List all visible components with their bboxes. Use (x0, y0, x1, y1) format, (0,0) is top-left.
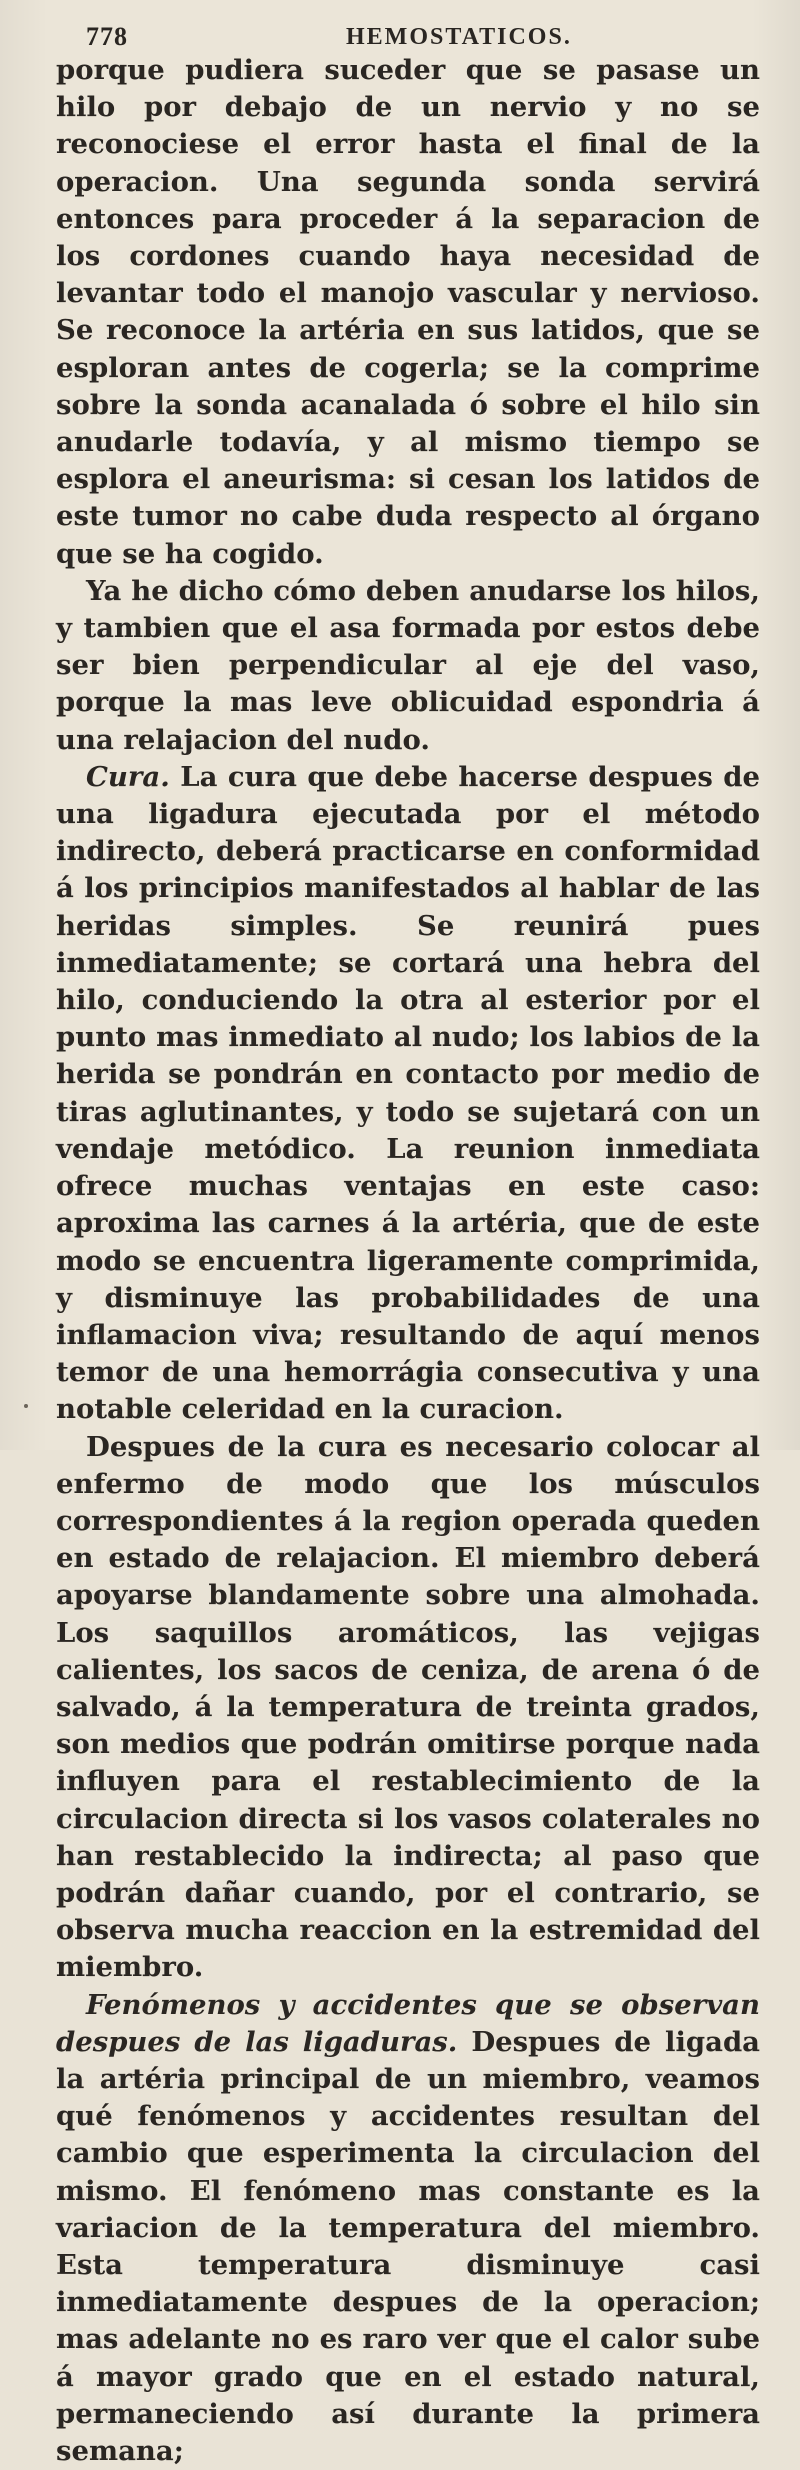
paper-speck (24, 1404, 28, 1408)
running-head (56, 8, 760, 52)
paragraph-1-text: porque pudiera suceder que se pasase un hilo por debajo de un nervio y no se reconociese el error hasta el final de la operacion. Una segunda sonda servirá entonces para proceder á la separacion de los cordones cuando haya necesidad de levantar todo el manojo vascular y nervioso. Se reconoce la artéria en sus latidos, que se esploran antes de cogerla; se la comprime sobre la sonda acanalada ó sobre el hilo sin anudarle todavía, y al mismo tiempo se esplora el aneurisma: si cesan los latidos de este tumor no cabe duda respecto al órgano que se ha cogido. (56, 54, 760, 570)
paragraph-4 (56, 1429, 760, 1987)
section-heading-cura: Cura. (86, 760, 170, 793)
paragraph-3-text: La cura que debe hacerse despues de una ligadura ejecutada por el método indirecto, deberá practicarse en conformidad á los principios manifestados al hablar de las heridas simples. Se reunirá pues inmediatamente; se cortará una hebra del hilo, conduciendo la otra al esterior por el punto mas inmediato al nudo; los labios de la herida se pondrán en contacto por medio de tiras aglutinantes, y todo se sujetará con un vendaje metódico. La reunion inmediata ofrece muchas ventajas en este caso: aproxima las carnes á la artéria, que de este modo se encuentra ligeramente comprimida, y disminuye las probabilidades de una inflamacion viva; resultando de aquí menos temor de una hemorrágia consecutiva y una notable celeridad en la curacion. (56, 760, 761, 1426)
running-title: HEMOSTATICOS. (346, 24, 572, 50)
page-number: 778 (86, 22, 128, 51)
paragraph-2-text: Ya he dicho cómo deben anudarse los hilos, y tambien que el asa formada por estos debe ser bien perpendicular al eje del vaso, porque la mas leve oblicuidad espondria á una relajacion del nudo. (56, 574, 760, 756)
body-text (56, 52, 760, 2470)
section-heading-fenomenos: Fenómenos y accidentes que se observan despues de las ligaduras. (56, 1988, 760, 2058)
paragraph-5 (56, 1987, 760, 2470)
paragraph-2 (56, 573, 760, 759)
paragraph-3 (56, 759, 760, 1429)
paragraph-1 (56, 52, 760, 573)
paragraph-4-text: Despues de la cura es necesario colocar al enfermo de modo que los músculos correspondientes á la region operada queden en estado de relajacion. El miembro deberá apoyarse blandamente sobre una almohada. Los saquillos aromáticos, las vejigas calientes, los sacos de ceniza, de arena ó de salvado, á la temperatura de treinta grados, son medios que podrán omitirse porque nada influyen para el restablecimiento de la circulacion directa si los vasos colaterales no han restablecido la indirecta; al paso que podrán dañar cuando, por el contrario, se observa mucha reaccion en la estremidad del miembro. (56, 1430, 760, 1984)
paragraph-5-text: Despues de ligada la artéria principal de un miembro, veamos qué fenómenos y accidentes resultan del cambio que esperimenta la circulacion del mismo. El fenómeno mas constante es la variacion de la temperatura del miembro. Esta temperatura disminuye casi inmediatamente despues de la operacion; mas adelante no es raro ver que el calor sube á mayor grado que en el estado natural, permaneciendo así durante la primera semana; (56, 2025, 760, 2467)
